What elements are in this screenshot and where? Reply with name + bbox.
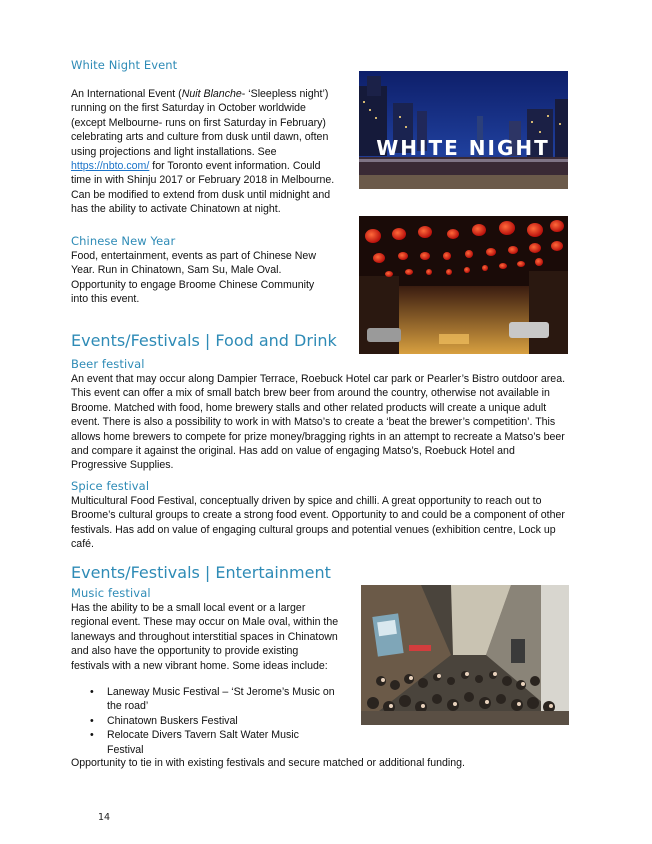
music-festival-ideas-list [71, 685, 337, 757]
music-festival-paragraph: Has the ability to be a small local event or a larger regional event. These may occur on Male oval, within the laneways and throughout interstitial spaces in Chinatown and also have the opportunity to provide existing festivals with a new vibrant home. Some ideas include: [71, 602, 339, 672]
music-festival-heading: Music festival [71, 586, 151, 600]
chinese-lanterns-photo [359, 216, 568, 354]
nbto-link[interactable]: https://nbto.com/ [71, 160, 150, 173]
white-night-heading: White Night Event [71, 58, 178, 72]
white-night-photo [359, 71, 568, 189]
white-night-text-1: An International Event ( [71, 88, 182, 100]
chinese-lanterns-illustration [359, 216, 568, 354]
laneway-crowd-photo [361, 585, 569, 725]
white-night-sign-text: WHITE NIGHT [376, 136, 550, 160]
list-item: • Chinatown Buskers Festival [71, 714, 337, 728]
white-night-paragraph [71, 87, 343, 217]
white-night-italic: Nuit Blanche [181, 88, 242, 100]
entertainment-heading: Events/Festivals | Entertainment [71, 563, 331, 582]
spice-festival-paragraph: Multicultural Food Festival, conceptually driven by spice and chilli. A great opportunity to reach out to Broome’s cultural groups to create a strong food event. Opportunity to and could be a component of other festivals. Has add on value of engaging cultural groups and potential venues (exhibition centre, Lock up café. [71, 495, 565, 551]
white-night-illustration [359, 71, 568, 189]
white-night-text-3: for Toronto event information. Could time in with Shinju 2017 or February 2018 in Melbourne. Can be modified to extend from dusk until midnight and has the ability to activate Chinatown at night. [71, 160, 335, 216]
food-drink-heading: Events/Festivals | Food and Drink [71, 331, 337, 350]
list-item: • Relocate Divers Tavern Salt Water Music Festival [71, 728, 337, 757]
white-night-text-2: - ‘Sleepless night’) running on the first Saturday in October worldwide (except Melbourne- runs on first Saturday in February) celebrating arts and culture from dusk until dawn, often using projections and light installations. See [71, 88, 329, 158]
page-number: 14 [98, 812, 111, 823]
chinese-new-year-paragraph: Food, entertainment, events as part of Chinese New Year. Run in Chinatown, Sam Su, Male Oval. Opportunity to engage Broome Chinese Community into this event. [71, 250, 316, 306]
spice-festival-heading: Spice festival [71, 479, 150, 493]
chinese-new-year-heading: Chinese New Year [71, 234, 176, 248]
list-item: • Laneway Music Festival – ‘St Jerome’s Music on the road’ [71, 685, 337, 714]
music-festival-closing: Opportunity to tie in with existing festivals and secure matched or additional funding. [71, 757, 465, 769]
beer-festival-heading: Beer festival [71, 357, 145, 371]
beer-festival-paragraph: An event that may occur along Dampier Terrace, Roebuck Hotel car park or Pearler’s Bistro outdoor area. This event can offer a mix of small batch brew beer from around the country, otherwise not available in Broome. Matched with food, home brewery stalls and other related products will create a unique adult event. There is also a possibility to work in with Matso’s to create a ‘beat the brewer’s competition’. This allows home brewers to compete for prize money/bragging rights in an attempt to recreate a Matso’s beer and compare it against the original. Has add on value of engaging Matso’s, Roebuck Hotel and Progressive Supplies. [71, 373, 566, 472]
laneway-crowd-illustration [361, 585, 569, 725]
